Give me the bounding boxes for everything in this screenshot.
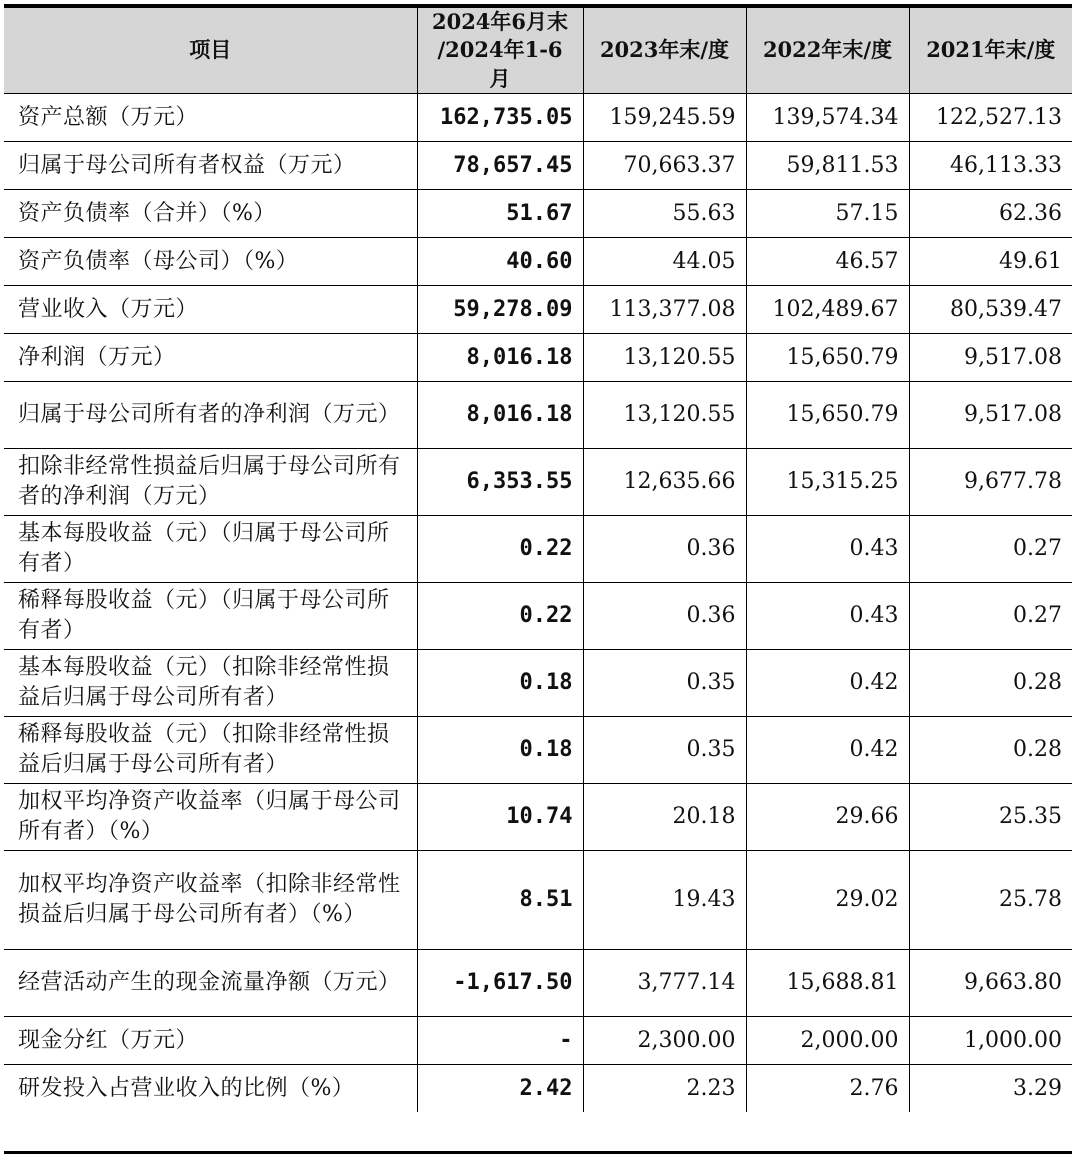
- financial-table-frame: [4, 4, 1072, 1154]
- cell-2023: 13,120.55: [583, 382, 746, 449]
- table-row: [4, 717, 1072, 784]
- cell-2024h1: -1,617.50: [417, 950, 583, 1017]
- cell-2023: 0.35: [583, 650, 746, 717]
- cell-2024h1: 2.42: [417, 1065, 583, 1113]
- cell-2022: 139,574.34: [746, 94, 909, 142]
- cell-2024h1: 10.74: [417, 784, 583, 851]
- table-row: [4, 516, 1072, 583]
- header-2022: 2022年末/度: [746, 8, 909, 94]
- cell-2022: 59,811.53: [746, 142, 909, 190]
- row-label: 现金分红（万元）: [4, 1017, 417, 1065]
- cell-2023: 0.36: [583, 516, 746, 583]
- cell-2024h1: 8,016.18: [417, 334, 583, 382]
- row-label: 净利润（万元）: [4, 334, 417, 382]
- cell-2024h1: 162,735.05: [417, 94, 583, 142]
- table-row: [4, 1017, 1072, 1065]
- row-label: 资产负债率（母公司）（%）: [4, 238, 417, 286]
- cell-2023: 159,245.59: [583, 94, 746, 142]
- cell-2023: 0.36: [583, 583, 746, 650]
- cell-2022: 2.76: [746, 1065, 909, 1113]
- financial-indicators-table: [4, 7, 1072, 1112]
- cell-2021: 122,527.13: [909, 94, 1072, 142]
- header-2023: 2023年末/度: [583, 8, 746, 94]
- cell-2021: 25.78: [909, 851, 1072, 950]
- table-row: [4, 190, 1072, 238]
- cell-2021: 0.27: [909, 583, 1072, 650]
- row-label: 加权平均净资产收益率（扣除非经常性损益后归属于母公司所有者）（%）: [4, 851, 417, 950]
- cell-2021: 46,113.33: [909, 142, 1072, 190]
- cell-2021: 9,517.08: [909, 334, 1072, 382]
- row-label: 稀释每股收益（元）（归属于母公司所有者）: [4, 583, 417, 650]
- cell-2022: 2,000.00: [746, 1017, 909, 1065]
- cell-2021: 80,539.47: [909, 286, 1072, 334]
- cell-2024h1: 8,016.18: [417, 382, 583, 449]
- cell-2023: 12,635.66: [583, 449, 746, 516]
- row-label: 研发投入占营业收入的比例（%）: [4, 1065, 417, 1113]
- table-header-row: [4, 8, 1072, 94]
- header-2021: 2021年末/度: [909, 8, 1072, 94]
- cell-2024h1: 78,657.45: [417, 142, 583, 190]
- cell-2024h1: 51.67: [417, 190, 583, 238]
- cell-2023: 20.18: [583, 784, 746, 851]
- cell-2022: 15,650.79: [746, 382, 909, 449]
- cell-2021: 25.35: [909, 784, 1072, 851]
- cell-2023: 2,300.00: [583, 1017, 746, 1065]
- cell-2024h1: 0.18: [417, 650, 583, 717]
- cell-2024h1: 59,278.09: [417, 286, 583, 334]
- cell-2021: 9,663.80: [909, 950, 1072, 1017]
- table-row: [4, 1065, 1072, 1113]
- cell-2022: 57.15: [746, 190, 909, 238]
- cell-2024h1: 0.22: [417, 516, 583, 583]
- cell-2021: 49.61: [909, 238, 1072, 286]
- row-label: 稀释每股收益（元）（扣除非经常性损益后归属于母公司所有者）: [4, 717, 417, 784]
- cell-2022: 0.43: [746, 516, 909, 583]
- row-label: 加权平均净资产收益率（归属于母公司所有者）（%）: [4, 784, 417, 851]
- cell-2021: 0.28: [909, 650, 1072, 717]
- cell-2022: 29.66: [746, 784, 909, 851]
- cell-2023: 0.35: [583, 717, 746, 784]
- cell-2024h1: -: [417, 1017, 583, 1065]
- table-row: [4, 238, 1072, 286]
- cell-2024h1: 8.51: [417, 851, 583, 950]
- cell-2021: 9,677.78: [909, 449, 1072, 516]
- table-row: [4, 382, 1072, 449]
- cell-2023: 19.43: [583, 851, 746, 950]
- cell-2024h1: 0.22: [417, 583, 583, 650]
- cell-2021: 1,000.00: [909, 1017, 1072, 1065]
- cell-2022: 15,650.79: [746, 334, 909, 382]
- table-row: [4, 94, 1072, 142]
- cell-2022: 0.42: [746, 717, 909, 784]
- row-label: 基本每股收益（元）（归属于母公司所有者）: [4, 516, 417, 583]
- cell-2023: 13,120.55: [583, 334, 746, 382]
- row-label: 基本每股收益（元）（扣除非经常性损益后归属于母公司所有者）: [4, 650, 417, 717]
- table-row: [4, 784, 1072, 851]
- row-label: 资产负债率（合并）（%）: [4, 190, 417, 238]
- cell-2024h1: 0.18: [417, 717, 583, 784]
- table-row: [4, 286, 1072, 334]
- cell-2024h1: 40.60: [417, 238, 583, 286]
- table-row: [4, 583, 1072, 650]
- cell-2023: 55.63: [583, 190, 746, 238]
- cell-2022: 0.43: [746, 583, 909, 650]
- header-item: 项目: [4, 8, 417, 94]
- table-row: [4, 650, 1072, 717]
- table-row: [4, 334, 1072, 382]
- row-label: 归属于母公司所有者权益（万元）: [4, 142, 417, 190]
- cell-2024h1: 6,353.55: [417, 449, 583, 516]
- row-label: 营业收入（万元）: [4, 286, 417, 334]
- cell-2022: 102,489.67: [746, 286, 909, 334]
- cell-2023: 70,663.37: [583, 142, 746, 190]
- cell-2022: 15,315.25: [746, 449, 909, 516]
- table-row: [4, 142, 1072, 190]
- cell-2023: 3,777.14: [583, 950, 746, 1017]
- table-row: [4, 851, 1072, 950]
- table-row: [4, 950, 1072, 1017]
- table-row: [4, 449, 1072, 516]
- row-label: 归属于母公司所有者的净利润（万元）: [4, 382, 417, 449]
- cell-2021: 62.36: [909, 190, 1072, 238]
- cell-2023: 113,377.08: [583, 286, 746, 334]
- cell-2022: 46.57: [746, 238, 909, 286]
- cell-2023: 2.23: [583, 1065, 746, 1113]
- row-label: 扣除非经常性损益后归属于母公司所有者的净利润（万元）: [4, 449, 417, 516]
- cell-2021: 9,517.08: [909, 382, 1072, 449]
- row-label: 资产总额（万元）: [4, 94, 417, 142]
- cell-2022: 15,688.81: [746, 950, 909, 1017]
- cell-2023: 44.05: [583, 238, 746, 286]
- header-2024h1: 2024年6月末 /2024年1-6月: [417, 8, 583, 94]
- row-label: 经营活动产生的现金流量净额（万元）: [4, 950, 417, 1017]
- cell-2021: 0.27: [909, 516, 1072, 583]
- cell-2021: 0.28: [909, 717, 1072, 784]
- cell-2022: 0.42: [746, 650, 909, 717]
- cell-2021: 3.29: [909, 1065, 1072, 1113]
- cell-2022: 29.02: [746, 851, 909, 950]
